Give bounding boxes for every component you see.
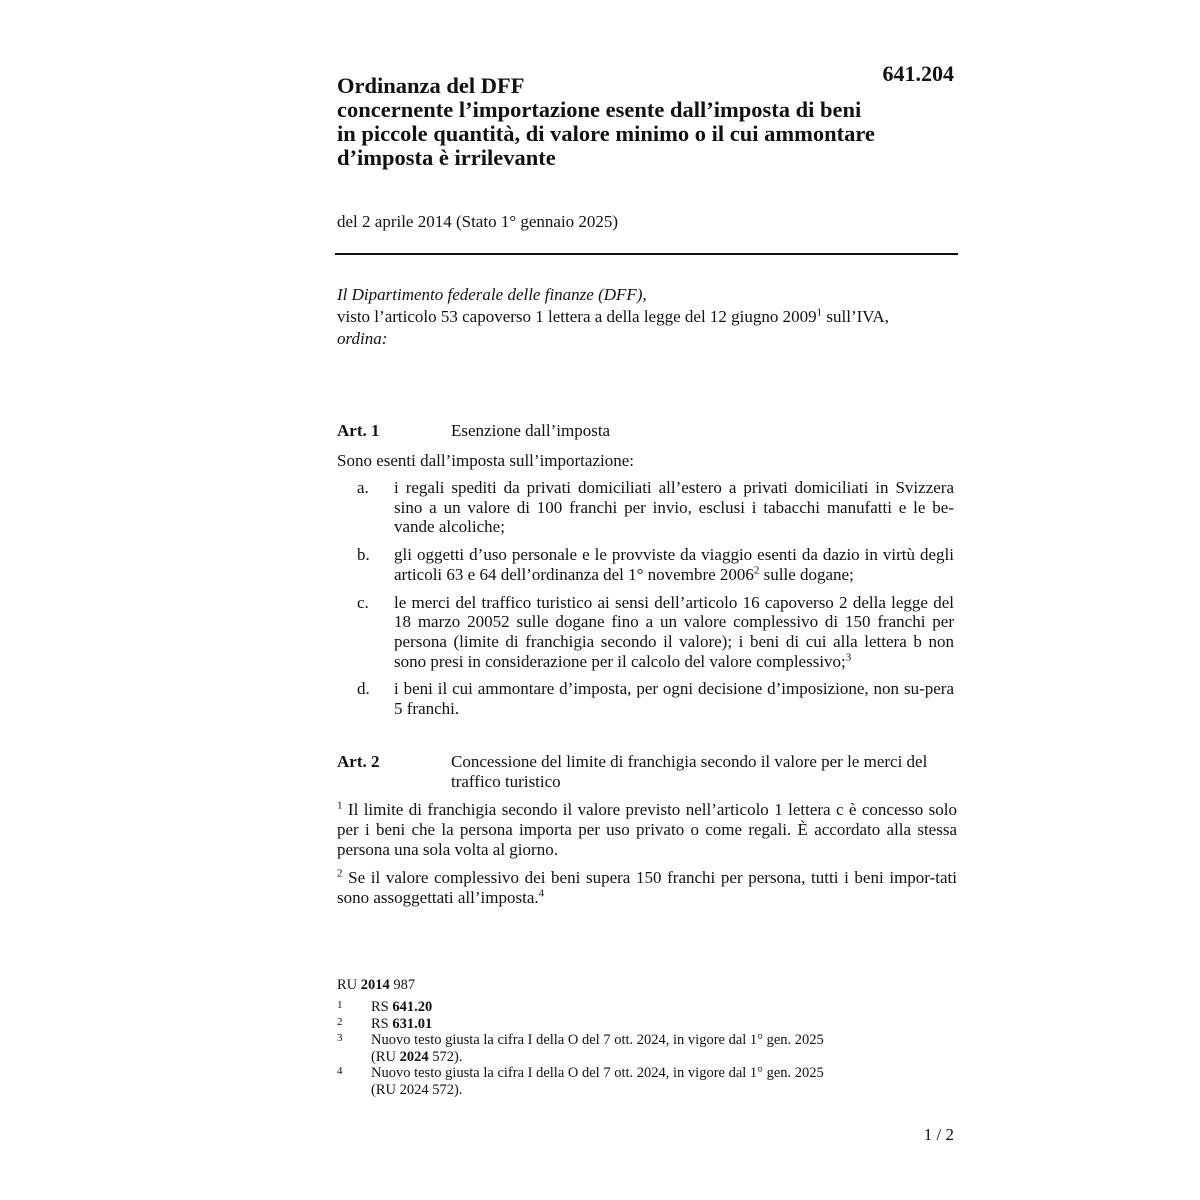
ru-reference: RU 2014 987 bbox=[337, 977, 416, 993]
art2-paragraph-1: $^1$ Il limite di franchigia secondo il valore previsto nell’articolo 1 lettera c è concesso solo per i beni che la persona importa per uso privato o come regali. È accordato alla stessa persona una sola volta al giorno. bbox=[337, 799, 957, 859]
footnotes bbox=[337, 999, 937, 1098]
preamble-basis: visto l’articolo 53 capoverso 1 lettera a della legge del 12 giugno 2009$^1$ sull’IVA, bbox=[337, 306, 889, 326]
footnote: 4 Nuovo testo giusta la cifra I della O del 7 ott. 2024, in vigore dal 1° gen. 2025 (RU 2024 572). bbox=[337, 1065, 824, 1098]
doc-title bbox=[337, 74, 937, 170]
footnote-ref[interactable]: 1 bbox=[816, 306, 823, 319]
list-item bbox=[337, 545, 957, 584]
footnote: 3 Nuovo testo giusta la cifra I della O del 7 ott. 2024, in vigore dal 1° gen. 2025 (RU 2024 572). bbox=[337, 1032, 824, 1065]
page-number: 1 / 2 bbox=[923, 1125, 954, 1144]
footnote: 1 RS 641.20 bbox=[337, 999, 433, 1015]
divider bbox=[335, 253, 958, 255]
footnote: 2 RS 631.01 bbox=[337, 1015, 433, 1032]
list-letter: a. bbox=[357, 478, 369, 497]
footnote-ref[interactable]: 4 bbox=[538, 887, 545, 900]
list-text: gli oggetti d’uso personale e le provviste da viaggio esenti da dazio in virtù degli articoli 63 e 64 dell’ordinanza del 1° novembre 2006$^2$ sulle dogane; bbox=[394, 545, 954, 584]
title-line: d’imposta è irrilevante bbox=[337, 145, 556, 170]
title-line: concernente l’importazione esente dall’imposta di beni bbox=[337, 97, 862, 122]
art1-list bbox=[337, 478, 957, 727]
list-item bbox=[337, 593, 957, 672]
title-line: in piccole quantità, di valore minimo o il cui ammontare bbox=[337, 121, 875, 146]
list-text: i beni il cui ammontare d’imposta, per ogni decisione d’imposizione, non su-pera 5 franchi. bbox=[394, 679, 954, 719]
art1-intro: Sono esenti dall’imposta sull’importazione: bbox=[337, 451, 634, 470]
footnote-ref[interactable]: 2 bbox=[753, 564, 760, 577]
art2-heading bbox=[337, 752, 941, 792]
preamble-authority: Il Dipartimento federale delle finanze (DFF), bbox=[337, 285, 647, 304]
list-letter: c. bbox=[357, 592, 369, 612]
art2-paragraph-2: $^2$ Se il valore complessivo dei beni supera 150 franchi per persona, tutti i beni impor-tati sono assoggettati all’imposta.$^4$ bbox=[337, 867, 957, 907]
article-title: Concessione del limite di franchigia secondo il valore per le merci del traffico turistico bbox=[451, 752, 928, 791]
preamble-ordina: ordina: bbox=[337, 329, 388, 348]
art1-heading bbox=[337, 421, 951, 441]
article-number: Art. 1 bbox=[337, 421, 380, 440]
article-title: Esenzione dall’imposta bbox=[451, 421, 611, 440]
list-item bbox=[337, 478, 957, 537]
date-line: del 2 aprile 2014 (Stato 1° gennaio 2025) bbox=[337, 212, 619, 231]
title-line: Ordinanza del DFF bbox=[337, 73, 525, 98]
preamble bbox=[337, 284, 889, 350]
document-page bbox=[337, 0, 957, 1200]
article-number: Art. 2 bbox=[337, 752, 380, 771]
list-item bbox=[337, 679, 957, 718]
footnote-ref[interactable]: 3 bbox=[845, 650, 852, 663]
doc-number: 641.204 bbox=[882, 61, 954, 86]
list-text: i regali spediti da privati domiciliati all’estero a privati domiciliati in Svizzera sino a un valore di 100 franchi per invio, esclusi i tabacchi manufatti e le be-vande alcoliche; bbox=[394, 478, 954, 537]
list-letter: b. bbox=[357, 545, 370, 565]
list-text: le merci del traffico turistico ai sensi dell’articolo 16 capoverso 2 della legge del 18 marzo 20052 sulle dogane fino a un valore complessivo di 150 franchi per persona (limite di franchigia secondo il valore); i beni di cui alla lettera b non sono presi in considerazione per il calcolo del valore complessivo;$^3$ bbox=[394, 592, 954, 671]
list-letter: d. bbox=[357, 679, 370, 699]
